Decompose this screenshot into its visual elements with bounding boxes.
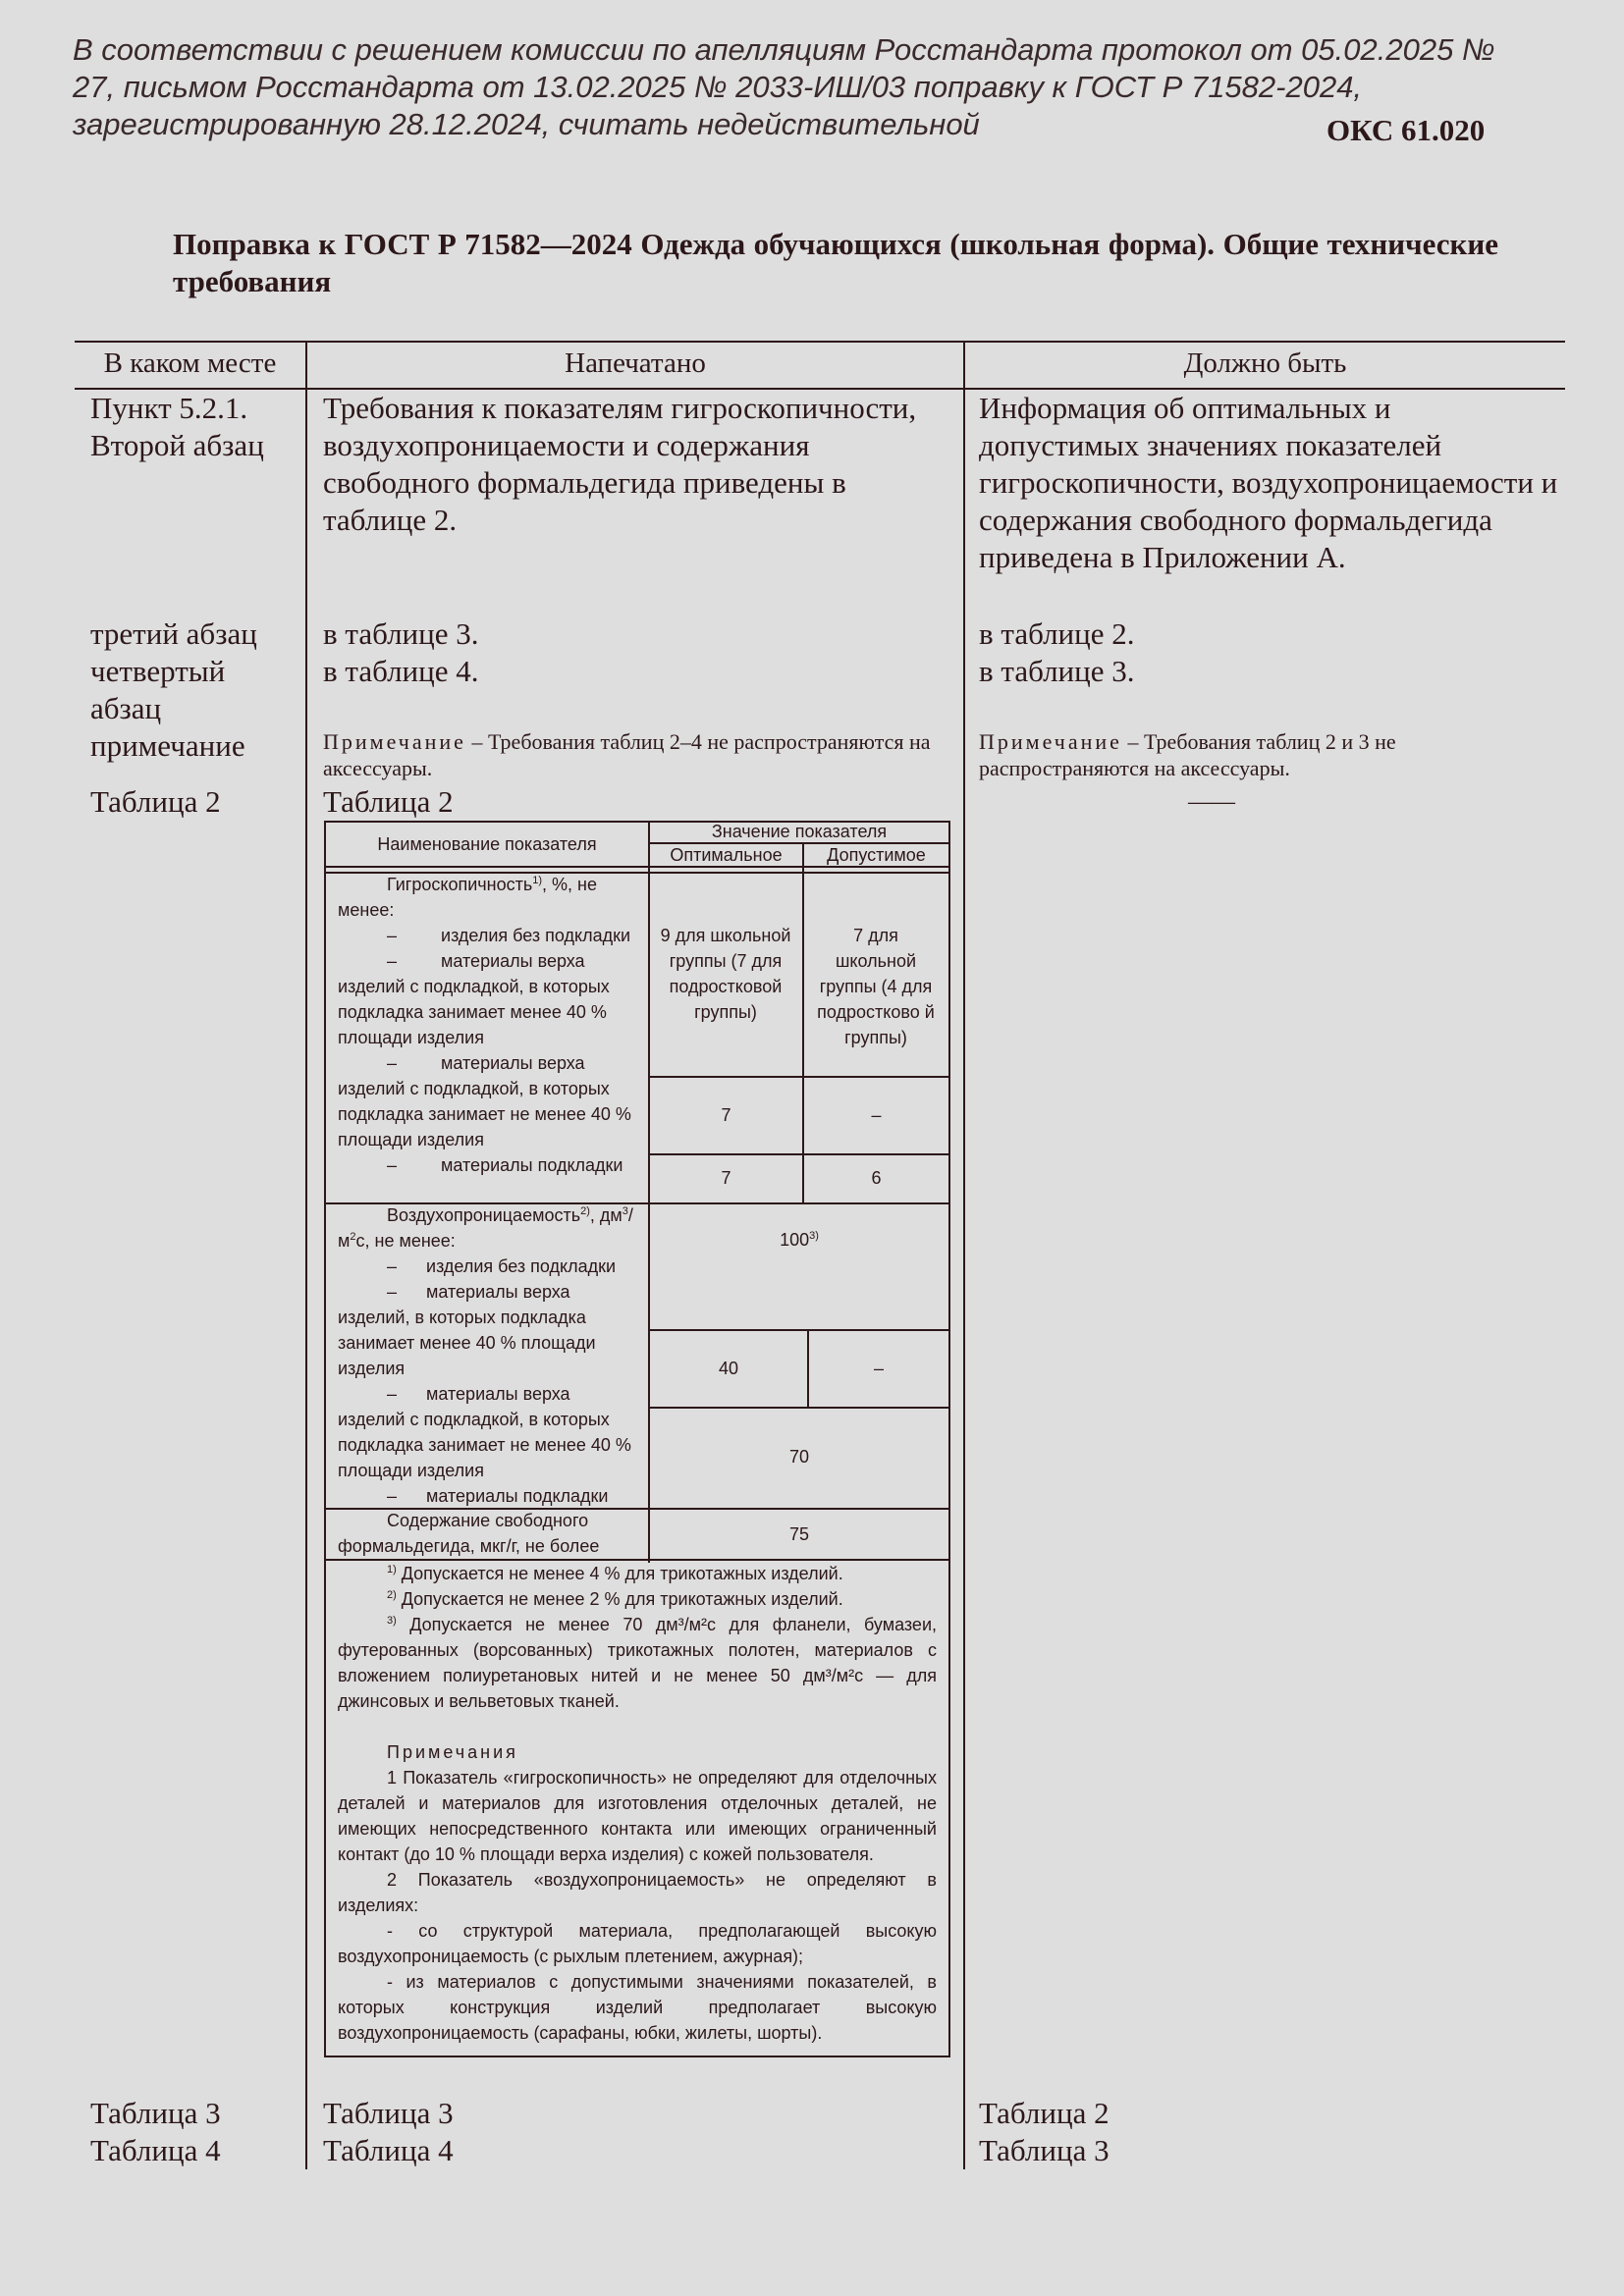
row-where: Таблица 4 [90,2133,221,2167]
air-item: – материалы верха изделий, в которых подкладка занимает менее 40 % площади изделия [338,1282,596,1378]
hygro-v3-optimal: 7 [721,1168,731,1188]
note-2b: - из материалов с допустимыми значениями показателей, в которых конструкция изделий предполагает высокую воздухопроницаемость (сарафаны, юбки, жилеты, шорты). [338,1972,937,2043]
hygro-v1-optimal: 9 для школьной группы (7 для подростковой группы) [660,926,791,1022]
hygro-item: – материалы верха изделий с подкладкой, в которых подкладка занимает не менее 40 % площади изделия [338,1053,631,1149]
row-where: Таблица 2 [90,784,221,819]
footnote-3 [338,1612,937,1714]
row-where: примечание [90,728,245,763]
column-header-printed: Напечатано [565,347,706,379]
column-header-where: В каком месте [103,347,277,379]
unit-exponent: 3 [622,1205,628,1217]
footnote-ref: 3) [809,1230,819,1242]
row-printed: Требования к показателям гигроскопичности, воздухопроницаемости и содержания свободного формальдегида приведены в таблице 2. [323,391,917,537]
table-2 [324,821,950,2057]
footnote-ref: 1) [532,875,542,886]
rule [648,1329,948,1331]
air-title [338,1202,638,1254]
rule [648,1076,948,1078]
note-1: 1 Показатель «гигроскопичность» не определяют для отделочных деталей и материалов для изготовления отделочных деталей, не имеющих непосредственного контакта или имеющих ограниченный контакт (до 10 % площади верха изделия) с кожей пользователя. [338,1768,937,1864]
table2-head-name: Наименование показателя [377,834,597,854]
header-note: В соответствии с решением комиссии по апелляциям Росстандарта протокол от 05.02.2025 № 27, письмом Росстандарта от 13.02.2025 № 2033-ИШ/03 поправку к ГОСТ Р 71582-2024, зарегистрированную 28.12.2024, считать недействительной [73,32,1495,141]
row-where: Таблица 3 [90,2096,221,2130]
air-unit: с, не менее: [355,1231,456,1251]
column-divider-1 [305,341,307,2169]
footnote-ref: 2) [580,1205,590,1217]
row-printed: в таблице 3. [323,616,479,651]
row-should-be: Таблица 3 [979,2133,1110,2167]
air-unit: /м [338,1205,633,1251]
row-should-be: Информация об оптимальных и допустимых значениях показателей гигроскопичности, воздухопроницаемости и содержания свободного формальдегида приведена в Приложении А. [979,391,1558,574]
hygro-title-text: Гигроскопичность [387,875,533,894]
footnote-text: Допускается не менее 4 % для трикотажных изделий. [396,1564,843,1583]
air-item: – материалы верха изделий с подкладкой, в которых подкладка занимает не менее 40 % площади изделия [338,1384,631,1480]
table2-head-value: Значение показателя [711,822,888,841]
spacer [338,1714,937,1739]
row-printed: Таблица 2 [323,784,454,819]
hygro-v2-optimal: 7 [721,1105,731,1125]
air-unit: , дм [589,1205,623,1225]
hygro-v1-allowed: 7 для школьной группы (4 для подростково й группы) [817,926,935,1047]
row-printed: в таблице 4. [323,654,479,688]
hygro-item: – материалы подкладки [387,1155,623,1175]
footnote-mark: 1) [387,1564,397,1575]
hygro-item: – материалы верха изделий с подкладкой, в которых подкладка занимает менее 40 % площади изделия [338,951,610,1047]
air-title-text: Воздухопроницаемость [387,1205,581,1225]
row-should-be: Таблица 2 [979,2096,1110,2130]
formaldehyde-name: Содержание свободного формальдегида, мкг/г, не более [338,1511,600,1556]
column-divider-2 [963,341,965,2169]
footnote-mark: 2) [387,1589,397,1601]
air-v1 [650,1227,948,1253]
air-v2-allowed: – [873,1359,884,1378]
air-item: – изделия без подкладки [387,1256,617,1276]
oks-code: ОКС 61.020 [1326,113,1486,147]
row-printed-note [323,728,951,781]
table2-head-optimal: Оптимальное [670,845,783,865]
table2-head-allowed: Допустимое [827,845,926,865]
document-title: Поправка к ГОСТ Р 71582—2024 Одежда обучающихся (школьная форма). Общие технические требования [173,227,1498,298]
footnote-mark: 3) [387,1615,397,1627]
note-text: – Требования таблиц 2–4 не распространяются на аксессуары. [323,729,931,780]
row-where: Пункт 5.2.1. Второй абзац [90,391,264,462]
column-header-should-be: Должно быть [1183,347,1347,379]
hygro-v2-allowed: – [871,1105,882,1125]
row-should-be-dash: —— [1188,789,1235,815]
note-2: 2 Показатель «воздухопроницаемость» не определяют в изделиях: [338,1870,937,1915]
table2-hygro-block [338,872,638,1178]
hygro-item: – изделия без подкладки [387,926,631,945]
footnote-text: Допускается не менее 2 % для трикотажных изделий. [396,1589,843,1609]
row-should-be: в таблице 3. [979,654,1135,688]
air-v1-value: 100 [780,1230,810,1250]
row-should-be: в таблице 2. [979,616,1135,651]
notes-label: Примечания [387,1742,518,1762]
row-should-be-note [979,728,1558,781]
hygro-unit: , %, не менее: [338,875,597,920]
hygro-v3-allowed: 6 [871,1168,882,1188]
footnote-2 [338,1586,937,1612]
row-printed: Таблица 3 [323,2096,454,2130]
footnote-text: Допускается не менее 70 дм³/м²с для фланели, бумазеи, футерованных (ворсованных) трикотажных полотен, материалов с вложением полиуретановых нитей и не менее 50 дм³/м²с — для джинсовых и вельветовых тканей. [338,1615,937,1711]
hygro-title [338,872,638,923]
table2-air-block [338,1202,638,1509]
table-top-rule [75,341,1565,343]
formaldehyde-value: 75 [788,1524,810,1544]
row-where: третий абзац [90,616,257,651]
rule [648,1407,948,1409]
note-label: Примечание [323,729,466,754]
note-label: Примечание [979,729,1122,754]
rule [648,1153,948,1155]
table2-footnotes [338,1561,937,2046]
row-where: четвертый абзац [90,654,226,725]
air-item: – материалы подкладки [387,1486,609,1506]
air-v3: 70 [788,1447,810,1467]
row-printed: Таблица 4 [323,2133,454,2167]
air-v2-optimal: 40 [718,1359,739,1378]
footnote-1 [338,1561,937,1586]
note-2a: - со структурой материала, предполагающей высокую воздухопроницаемость (с рыхлым плетением, ажурная); [338,1921,937,1966]
note-text: – Требования таблиц 2 и 3 не распространяются на аксессуары. [979,729,1396,780]
unit-exponent: 2 [350,1231,356,1243]
